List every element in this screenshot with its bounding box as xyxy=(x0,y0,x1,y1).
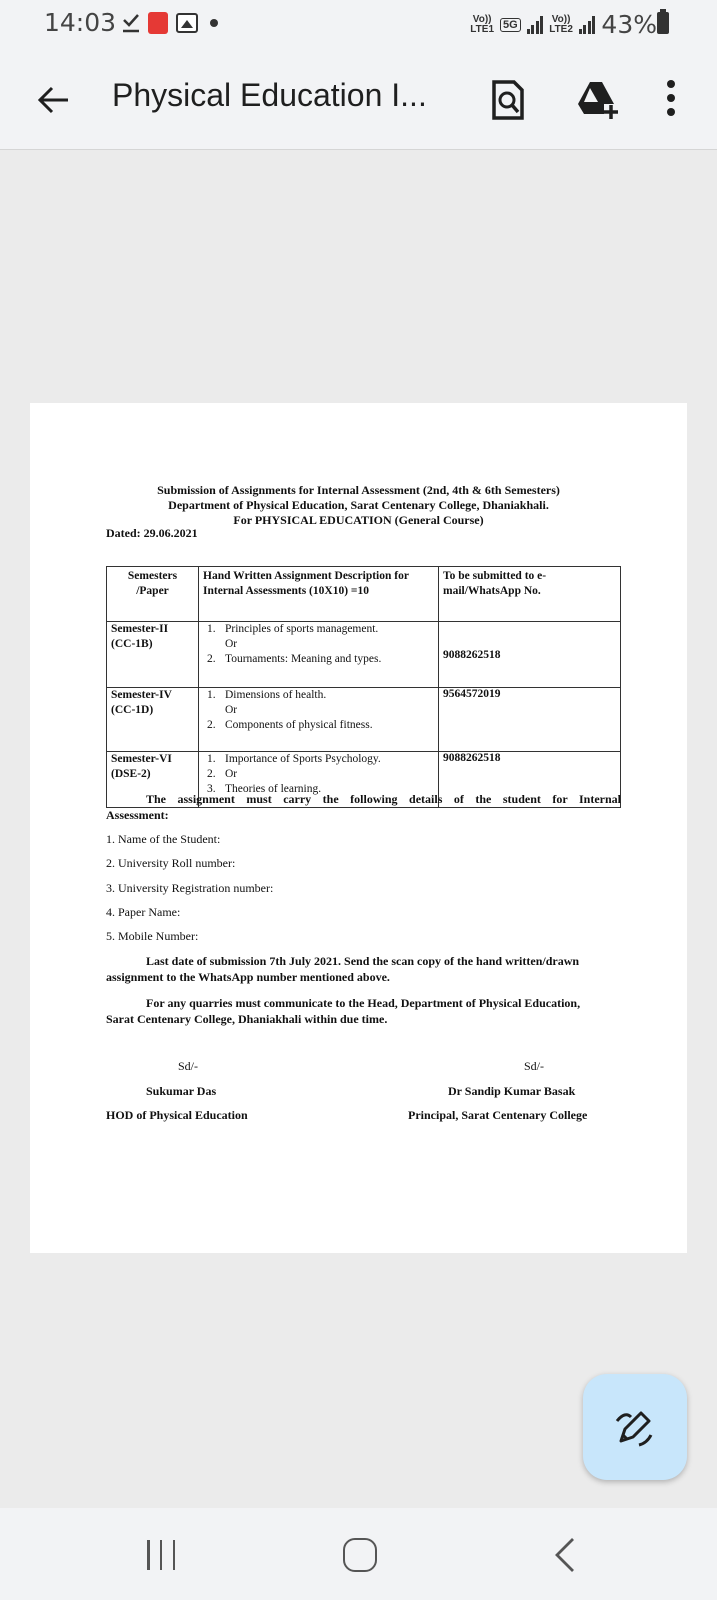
heading-line-2: Department of Physical Education, Sarat Centenary College, Dhaniakhali. xyxy=(168,498,549,512)
paper-code: (CC-1D) xyxy=(111,704,154,716)
drive-add-icon[interactable] xyxy=(576,80,620,120)
battery-icon xyxy=(657,12,669,34)
sign-left-title: HOD of Physical Education xyxy=(106,1108,248,1122)
heading-line-3: For PHYSICAL EDUCATION (General Course) xyxy=(233,513,484,527)
navigation-bar xyxy=(0,1508,717,1600)
assignment-table xyxy=(106,566,621,808)
row-semester xyxy=(107,688,199,752)
edit-fab-button[interactable] xyxy=(583,1374,687,1480)
item-text: Tournaments: Meaning and types. xyxy=(225,653,382,665)
status-right xyxy=(470,10,657,39)
item-number: 2. xyxy=(207,653,216,665)
search-document-icon[interactable] xyxy=(488,78,528,122)
detail-item: 1. Name of the Student: xyxy=(106,832,221,846)
item-number: 1. xyxy=(207,689,216,701)
item-text: Theories of learning. xyxy=(225,783,322,795)
image-icon xyxy=(176,13,198,33)
header-semester-line1: Semesters xyxy=(127,570,178,582)
paper-code: (CC-1B) xyxy=(111,638,153,650)
row-description xyxy=(199,622,439,688)
battery-percent: 43% xyxy=(601,10,657,39)
notification-icons xyxy=(122,12,218,34)
list-item xyxy=(203,752,434,767)
or-separator: Or xyxy=(225,704,238,716)
item-number: 1. xyxy=(207,753,216,765)
sim1-indicator xyxy=(470,15,494,35)
signal-icon xyxy=(579,16,596,34)
item-text: Principles of sports management. xyxy=(225,623,379,635)
detail-item: 3. University Registration number: xyxy=(106,881,274,895)
paper-code: (DSE-2) xyxy=(111,768,151,780)
header-contact-line2: mail/WhatsApp No. xyxy=(443,585,541,597)
row-contact: 9088262518 xyxy=(439,622,621,688)
item-text: Importance of Sports Psychology. xyxy=(225,753,381,765)
header-semester xyxy=(107,567,199,622)
heading-line-1: Submission of Assignments for Internal Assessment (2nd, 4th & 6th Semesters) xyxy=(157,483,560,497)
sign-left-sd: Sd/- xyxy=(178,1059,199,1073)
semester-label: Semester-IV xyxy=(111,689,172,701)
dated: Dated: 29.06.2021 xyxy=(106,526,198,540)
header-contact-line1: To be submitted to e- xyxy=(443,570,547,582)
sign-left-name: Sukumar Das xyxy=(146,1084,217,1098)
edit-pen-icon xyxy=(615,1407,655,1447)
row-contact: 9564572019 xyxy=(439,688,621,752)
back-icon[interactable] xyxy=(553,1536,577,1574)
document-page xyxy=(30,403,687,1253)
list-item xyxy=(203,718,434,733)
sign-right-title: Principal, Sarat Centenary College xyxy=(408,1108,588,1122)
item-number: 2. xyxy=(207,768,216,780)
sim1-sub: LTE1 xyxy=(470,23,495,35)
status-time: 14:03 xyxy=(44,8,117,37)
home-icon[interactable] xyxy=(343,1538,377,1572)
sign-right-sd: Sd/- xyxy=(524,1059,545,1073)
semester-label: Semester-VI xyxy=(111,753,172,765)
header-desc-line2: Internal Assessments (10X10) =10 xyxy=(203,585,369,597)
item-number: 2. xyxy=(207,719,216,731)
must-carry-note-line1: The assignment must carry the following details of the student for Internal xyxy=(146,792,621,806)
table-header-row xyxy=(107,567,621,622)
sim2-label: Vo)) xyxy=(551,13,571,25)
signal-icon xyxy=(527,16,544,34)
table-row xyxy=(107,688,621,752)
back-arrow-icon[interactable] xyxy=(34,80,74,120)
list-item xyxy=(203,688,434,703)
table-row xyxy=(107,622,621,688)
row-description xyxy=(199,688,439,752)
app-bar xyxy=(0,50,717,150)
sim2-sub: LTE2 xyxy=(549,23,573,35)
sim1-label: Vo)) xyxy=(472,13,492,25)
item-text: Dimensions of health. xyxy=(225,689,327,701)
semester-label: Semester-II xyxy=(111,623,169,635)
queries-line1: For any quarries must communicate to the Head, Department of Physical Education, xyxy=(146,996,581,1010)
more-notifications-icon xyxy=(210,19,218,27)
row-semester xyxy=(107,622,199,688)
list-item xyxy=(203,652,434,667)
or-separator: Or xyxy=(225,638,238,650)
download-done-icon xyxy=(122,12,140,34)
document-title: Physical Education I... xyxy=(112,77,427,113)
network-type: 5G xyxy=(500,18,521,32)
header-semester-line2: /Paper xyxy=(136,585,169,597)
last-date-line1: Last date of submission 7th July 2021. Send the scan copy of the hand written/drawn xyxy=(146,954,580,968)
must-carry-note-line2: Assessment: xyxy=(106,808,169,822)
row-contact: 9088262518 xyxy=(439,752,621,808)
item-text: Components of physical fitness. xyxy=(225,719,373,731)
list-item xyxy=(203,622,434,637)
header-description xyxy=(199,567,439,622)
sign-right-name: Dr Sandip Kumar Basak xyxy=(448,1084,576,1098)
list-item xyxy=(203,767,434,782)
header-desc-line1: Hand Written Assignment Description for xyxy=(203,570,409,582)
pdf-app-icon xyxy=(148,12,168,34)
detail-item: 2. University Roll number: xyxy=(106,856,236,870)
status-bar xyxy=(0,0,717,50)
queries-line2: Sarat Centenary College, Dhaniakhali within due time. xyxy=(106,1012,388,1026)
item-text: Or xyxy=(225,768,238,780)
detail-item: 5. Mobile Number: xyxy=(106,929,199,943)
item-number: 3. xyxy=(207,783,216,795)
more-vert-icon[interactable] xyxy=(664,80,678,120)
last-date-line2: assignment to the WhatsApp number mentioned above. xyxy=(106,970,390,984)
sim2-indicator xyxy=(549,15,573,35)
recent-apps-icon[interactable] xyxy=(147,1540,175,1570)
detail-item: 4. Paper Name: xyxy=(106,905,181,919)
item-number: 1. xyxy=(207,623,216,635)
document-heading xyxy=(30,483,687,528)
header-contact xyxy=(439,567,621,622)
